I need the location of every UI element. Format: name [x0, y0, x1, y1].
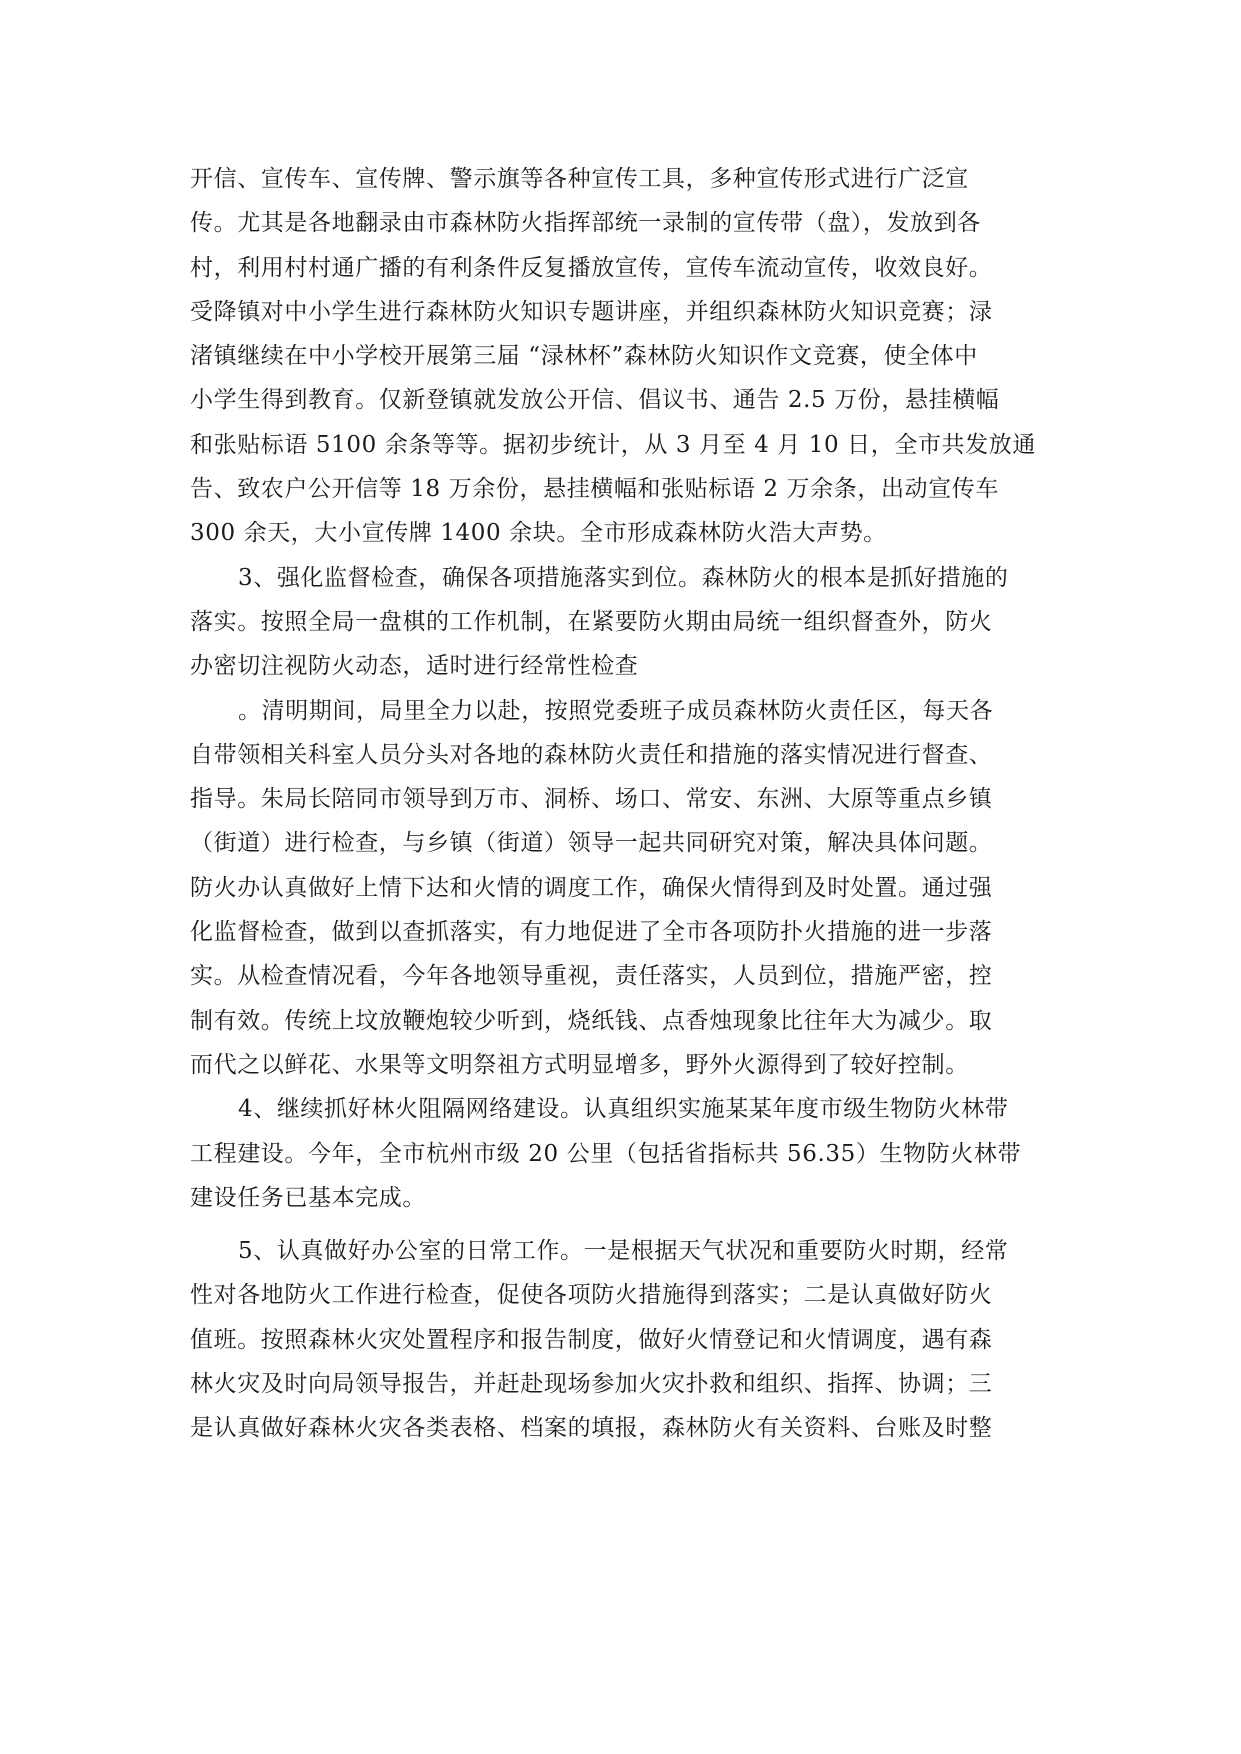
- text-line: 办密切注视防火动态，适时进行经常性检查: [190, 653, 639, 680]
- text-line: 化监督检查，做到以查抓落实，有力地促进了全市各项防扑火措施的进一步落: [190, 919, 993, 946]
- text-line: 300 余天，大小宣传牌 1400 余块。全市形成森林防火浩大声势。: [190, 520, 887, 547]
- text-line: 开信、宣传车、宣传牌、警示旗等各种宣传工具，多种宣传形式进行广泛宣: [190, 166, 969, 192]
- text-line: 制有效。传统上坟放鞭炮较少听到，烧纸钱、点香烛现象比往年大为减少。取: [190, 1007, 993, 1034]
- text-line: 和张贴标语 5100 余条等等。据初步统计，从 3 月至 4 月 10 日，全市共发放通: [190, 431, 1036, 458]
- paragraph-4-start: 4、继续抓好林火阻隔网络建设。认真组织实施某某年度市级生物防火林带: [238, 1096, 1009, 1123]
- text-line: 林火灾及时向局领导报告，并赶赴现场参加火灾扑救和组织、指挥、协调；三: [190, 1371, 993, 1398]
- text-line: 落实。按照全局一盘棋的工作机制，在紧要防火期由局统一组织督查外，防火: [190, 608, 993, 635]
- text-line: 村，利用村村通广播的有利条件反复播放宣传，宣传车流动宣传，收效良好。: [190, 254, 993, 281]
- text-line: 传。尤其是各地翻录由市森林防火指挥部统一录制的宣传带（盘），发放到各: [190, 210, 981, 237]
- paragraph-continuation-start: 。清明期间，局里全力以赴，按照党委班子成员森林防火责任区，每天各: [238, 697, 994, 724]
- text-line: 指导。朱局长陪同市领导到万市、洞桥、场口、常安、东洲、大原等重点乡镇: [190, 786, 993, 813]
- text-line: （街道）进行检查，与乡镇（街道）领导一起共同研究对策，解决具体问题。: [190, 830, 993, 857]
- text-line: 受降镇对中小学生进行森林防火知识专题讲座，并组织森林防火知识竞赛；渌: [190, 298, 993, 325]
- text-line: 小学生得到教育。仅新登镇就发放公开信、倡议书、通告 2.5 万份，悬挂横幅: [190, 387, 1000, 414]
- text-line: 告、致农户公开信等 18 万余份，悬挂横幅和张贴标语 2 万余条，出动宣传车: [190, 476, 999, 503]
- text-line: 建设任务已基本完成。: [190, 1184, 426, 1211]
- document-body: [190, 157, 1050, 1451]
- text-line: 而代之以鲜花、水果等文明祭祖方式明显增多，野外火源得到了较好控制。: [190, 1051, 969, 1078]
- text-line: 防火办认真做好上情下达和火情的调度工作，确保火情得到及时处置。通过强: [190, 874, 993, 901]
- paragraph-3-start: 3、强化监督检查，确保各项措施落实到位。森林防火的根本是抓好措施的: [238, 564, 1009, 591]
- text-line: 是认真做好森林火灾各类表格、档案的填报，森林防火有关资料、台账及时整: [190, 1415, 993, 1442]
- paragraph-5-start: 5、认真做好办公室的日常工作。一是根据天气状况和重要防火时期，经常: [238, 1238, 1009, 1265]
- text-line: 工程建设。今年，全市杭州市级 20 公里（包括省指标共 56.35）生物防火林带: [190, 1140, 1022, 1167]
- text-line: 渚镇继续在中小学校开展第三届 “渌林杯”森林防火知识作文竞赛，使全体中: [190, 343, 978, 370]
- text-line: 自带领相关科室人员分头对各地的森林防火责任和措施的落实情况进行督查、: [190, 741, 993, 768]
- text-line: 实。从检查情况看，今年各地领导重视，责任落实，人员到位，措施严密，控: [190, 963, 993, 990]
- text-line: 性对各地防火工作进行检查，促使各项防火措施得到落实；二是认真做好防火: [190, 1282, 993, 1309]
- text-line: 值班。按照森林火灾处置程序和报告制度，做好火情登记和火情调度，遇有森: [190, 1326, 993, 1353]
